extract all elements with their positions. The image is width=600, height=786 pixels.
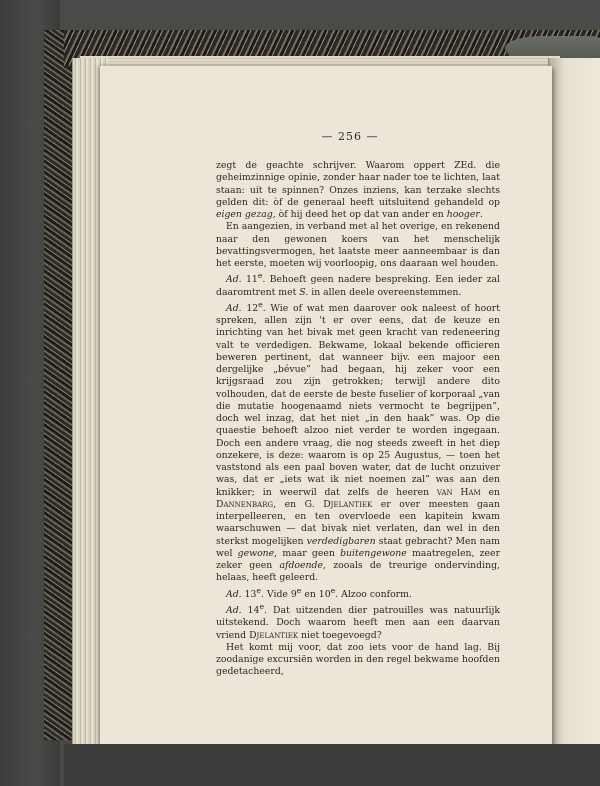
paragraph-ad-14: Ad. 14e. Dat uitzenden dier patrouilles was natuurlijk uitstekend. Doch waarom heeft men aan een daarvan vriend Djelantiek niet toegevoegd? xyxy=(216,602,500,641)
paragraph-ad-13: Ad. 13e. Vide 9e en 10e. Alzoo conform. xyxy=(226,585,412,600)
background-bottom xyxy=(64,744,600,786)
facing-page xyxy=(548,58,600,748)
page-text xyxy=(216,160,500,679)
paragraph-1: zegt de geachte schrijver. Waarom oppert ZEd. die geheimzinnige opinie, zonder haar nader toe te lichten, laat staan: uit te spinnen? Onzes inziens, kan terzake slechts gelden dit: òf de generaal heeft uitsluitend gehandeld op eigen gezag, òf hij deed het op dat van ander en hooger. xyxy=(216,160,500,220)
paragraph-final: Het komt mij voor, dat zoo iets voor de hand lag. Bij zoodanige excursiën worden in den regel bekwame hoofden gedetacheerd, xyxy=(216,641,500,678)
paragraph-ad-12: Ad. 12e. Wie of wat men daarover ook naleest of hoort spreken, allen zijn 't er over eens, dat de keuze en inrichting van het bivak met geen kracht van redeneering valt te verdedigen. Bekwame, lokaal bekende officieren beweren pertinent, dat wanneer bijv. een majoor een dergelijke „bévue” had begaan, hij zeker voor een krijgsraad zou zijn getrokken; terwijl andere dito volhouden, dat de eerste de beste fuselier of korporaal „van die mutatie hoogenaamd niets vermocht te begrijpen”, doch wel inzag, dat het niet „in den haak” was. Op die quaestie behoeft alzoo niet verder te worden ingegaan. Doch een andere vraag, die nog steeds zweeft in het diep onzekere, is deze: waarom is op 25 Augustus, — toen het vaststond als een paal boven water, dat de lucht onzuiver was, dat er „iets wat ik niet noemen zal” was aan den knikker; in weerwil dat zelfs de heeren van Ham en Dannenbarg, en G. Djelantiek er over meesten gaan interpelleeren, en ten overvloede een kapitein kwam waarschuwen — dat bivak niet verlaten, dan wel in den sterkst mogelijken verdedigbaren staat gebracht? Men nam wel gewone, maar geen buitengewone maatregelen, zeer zeker geen afdoende, zooals de treurige ondervinding, helaas, heeft geleerd. xyxy=(216,299,501,584)
paragraph-ad-11: Ad. 11e. Behoeft geen nadere bespreking. Een ieder zal daaromtrent met S. in allen deele overeenstemmen. xyxy=(216,271,500,298)
page-number: — 256 — xyxy=(321,130,379,143)
paragraph-2: En aangezien, in verband met al het overige, en rekenend naar den gewonen koers van het menschelijk bevattingsvermogen, het laatste meer aanneembaar is dan het eerste, moeten wij voorloopig, ons daaraan wel houden. xyxy=(216,221,500,269)
